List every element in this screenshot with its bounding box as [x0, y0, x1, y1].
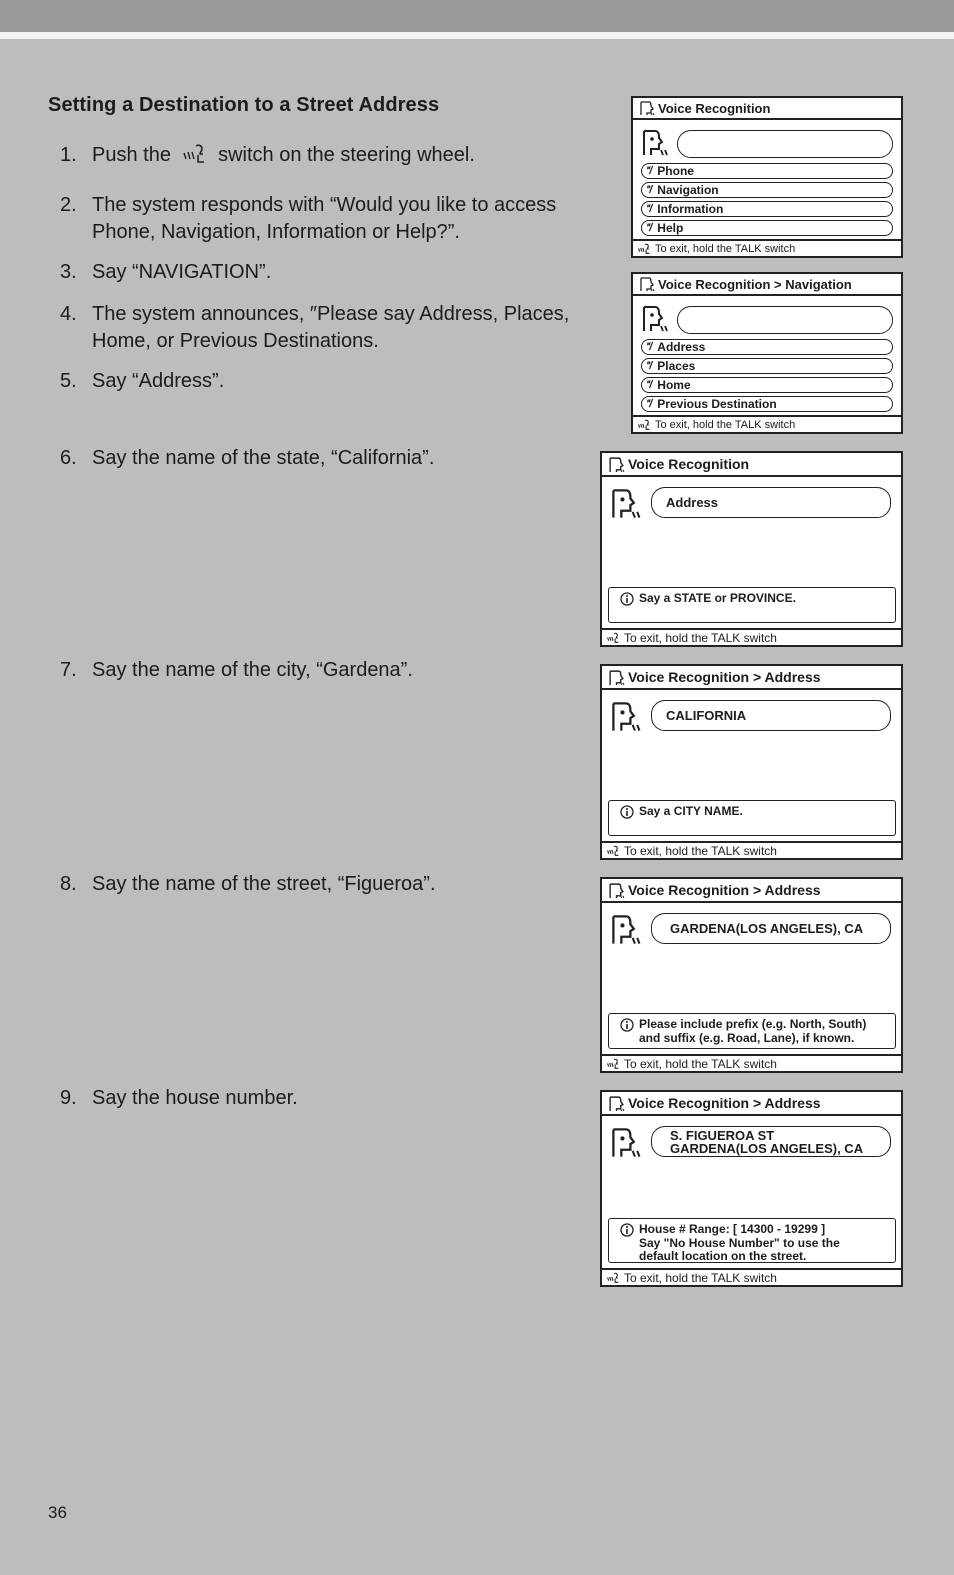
- voice-head-icon: [610, 1126, 644, 1160]
- speech-result-box: Address: [651, 487, 891, 518]
- screen-title: Voice Recognition > Address: [602, 666, 901, 690]
- step-number: 7.: [60, 659, 77, 681]
- menu-item-previous-destination[interactable]: ''/ Previous Destination: [641, 396, 893, 412]
- screen-title: Voice Recognition > Address: [602, 1092, 901, 1116]
- voice-head-icon: [610, 487, 644, 521]
- speech-result-box: [677, 130, 893, 158]
- speech-result-box: GARDENA(LOS ANGELES), CA: [651, 913, 891, 944]
- screen-state-prompt: [600, 451, 903, 647]
- screen-title: Voice Recognition > Navigation: [633, 274, 901, 296]
- screen-footer: To exit, hold the TALK switch: [602, 1268, 901, 1285]
- voice-wave-mark: ''/: [646, 379, 652, 391]
- screen-house-number-prompt: [600, 1090, 903, 1287]
- step-number: 4.: [60, 303, 77, 325]
- info-icon: [620, 805, 634, 819]
- voice-wave-mark: ''/: [646, 360, 652, 372]
- step-number: 6.: [60, 447, 77, 469]
- step-text: Say the house number.: [92, 1087, 298, 1109]
- step-text: Push the: [92, 144, 171, 166]
- step-text: Say “Address”.: [92, 370, 225, 392]
- talk-switch-icon: [606, 1272, 620, 1284]
- voice-wave-mark: ''/: [646, 184, 652, 196]
- info-icon: [620, 592, 634, 606]
- step-text: Say the name of the street, “Figueroa”.: [92, 873, 436, 895]
- menu-item-places[interactable]: ''/ Places: [641, 358, 893, 374]
- menu-item-help[interactable]: ''/ Help: [641, 220, 893, 236]
- screen-title: Voice Recognition > Address: [602, 879, 901, 903]
- info-message-box: Please include prefix (e.g. North, South) and suffix (e.g. Road, Lane), if known.: [608, 1013, 896, 1049]
- voice-head-icon: [610, 913, 644, 947]
- info-message-box: House # Range: [ 14300 - 19299 ] Say "No House Number" to use the default location on the street.: [608, 1218, 896, 1263]
- page-heading: Setting a Destination to a Street Address: [48, 94, 440, 116]
- voice-head-icon: [608, 669, 625, 686]
- step-number: 2.: [60, 194, 77, 216]
- talk-switch-icon: [606, 1058, 620, 1070]
- voice-head-icon: [641, 304, 671, 334]
- step-number: 9.: [60, 1087, 77, 1109]
- talk-switch-icon: [637, 419, 651, 431]
- voice-head-icon: [610, 700, 644, 734]
- talk-switch-icon: [181, 143, 207, 165]
- voice-head-icon: [608, 456, 625, 473]
- info-icon: [620, 1223, 634, 1237]
- screen-street-prompt: [600, 877, 903, 1073]
- header-rule: [0, 32, 954, 39]
- menu-item-address[interactable]: ''/ Address: [641, 339, 893, 355]
- screen-footer: To exit, hold the TALK switch: [633, 239, 901, 256]
- speech-result-box: CALIFORNIA: [651, 700, 891, 731]
- step-text: Say the name of the state, “California”.: [92, 447, 435, 469]
- voice-head-icon: [639, 100, 655, 116]
- voice-wave-mark: ''/: [646, 203, 652, 215]
- voice-wave-mark: ''/: [646, 398, 652, 410]
- screen-title: Voice Recognition: [602, 453, 901, 477]
- header-bar: [0, 0, 954, 32]
- info-icon: [620, 1018, 634, 1032]
- step-text: The system announces, ″Please say Address, Places,: [92, 303, 570, 325]
- screen-footer: To exit, hold the TALK switch: [602, 841, 901, 858]
- screen-footer: To exit, hold the TALK switch: [602, 628, 901, 645]
- screen-footer: To exit, hold the TALK switch: [633, 415, 901, 432]
- screen-voice-navigation: [631, 272, 903, 434]
- screen-footer: To exit, hold the TALK switch: [602, 1054, 901, 1071]
- step-text: switch on the steering wheel.: [218, 144, 475, 166]
- speech-result-box: [677, 306, 893, 334]
- step-text: Phone, Navigation, Information or Help?”.: [92, 221, 460, 243]
- info-message-box: Say a CITY NAME.: [608, 800, 896, 836]
- step-text: Say “NAVIGATION”.: [92, 261, 272, 283]
- step-number: 1.: [60, 144, 77, 166]
- screen-city-prompt: [600, 664, 903, 860]
- info-message-box: Say a STATE or PROVINCE.: [608, 587, 896, 623]
- voice-wave-mark: ''/: [646, 341, 652, 353]
- screen-title: Voice Recognition: [633, 98, 901, 120]
- voice-head-icon: [641, 128, 671, 158]
- step-number: 5.: [60, 370, 77, 392]
- step-text: The system responds with “Would you like to access: [92, 194, 557, 216]
- step-text: Home, or Previous Destinations.: [92, 330, 379, 352]
- page-number: 36: [48, 1503, 67, 1522]
- voice-head-icon: [639, 276, 655, 292]
- menu-item-home[interactable]: ''/ Home: [641, 377, 893, 393]
- step-text: Say the name of the city, “Gardena”.: [92, 659, 413, 681]
- menu-item-navigation[interactable]: ''/ Navigation: [641, 182, 893, 198]
- talk-switch-icon: [606, 845, 620, 857]
- voice-wave-mark: ''/: [646, 165, 652, 177]
- screen-voice-recognition: [631, 96, 903, 258]
- voice-head-icon: [608, 882, 625, 899]
- talk-switch-icon: [637, 243, 651, 255]
- speech-result-box: S. FIGUEROA ST GARDENA(LOS ANGELES), CA: [651, 1126, 891, 1157]
- voice-wave-mark: ''/: [646, 222, 652, 234]
- menu-item-information[interactable]: ''/ Information: [641, 201, 893, 217]
- voice-head-icon: [608, 1095, 625, 1112]
- menu-item-phone[interactable]: ''/ Phone: [641, 163, 893, 179]
- step-number: 8.: [60, 873, 77, 895]
- talk-switch-icon: [606, 632, 620, 644]
- step-number: 3.: [60, 261, 77, 283]
